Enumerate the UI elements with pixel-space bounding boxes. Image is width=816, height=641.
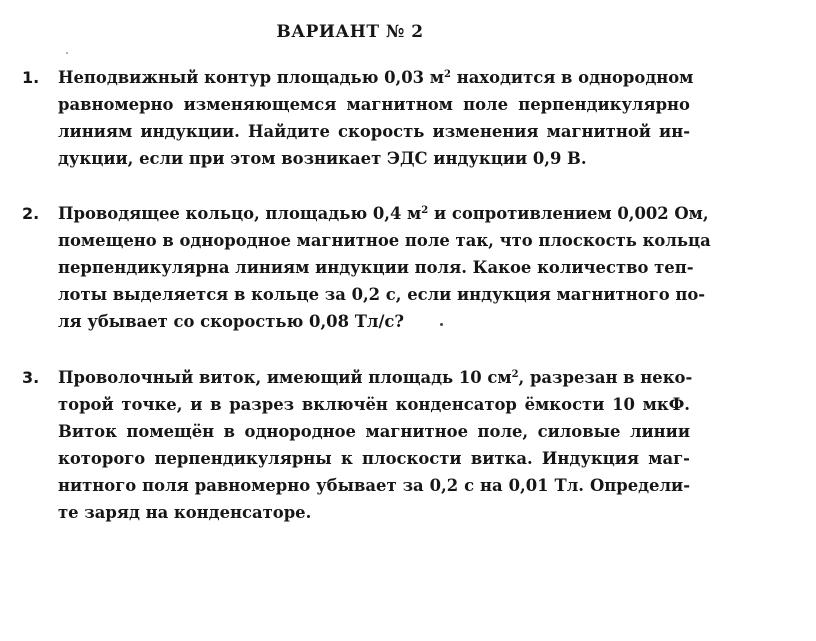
problem-text xyxy=(58,364,693,526)
text-line: перпендикулярна линиям индукции поля. Какое количество теп- xyxy=(58,258,694,277)
text-line: линиям индукции. Найдите скорость изменения магнитной ин- xyxy=(58,122,690,141)
problem-number: 1. xyxy=(22,68,40,87)
text-line: которого перпендикулярны к плоскости витка. Индукция маг- xyxy=(58,449,690,468)
variant-title: ВАРИАНТ № 2 xyxy=(276,22,424,42)
text-line: Проводящее кольцо, площадью 0,4 $м^2$ и сопротивлением 0,002 Ом, xyxy=(58,204,709,223)
problem-text xyxy=(58,200,711,335)
scan-speck xyxy=(66,52,68,54)
text-line: дукции, если при этом возникает ЭДС индукции 0,9 В. xyxy=(58,149,587,168)
text-line: ля убывает со скоростью 0,08 Тл/с? xyxy=(58,312,405,331)
text-line: помещено в однородное магнитное поле так, что плоскость кольца xyxy=(58,231,711,250)
problem-3 xyxy=(22,364,693,526)
text-line: нитного поля равномерно убывает за 0,2 с на 0,01 Тл. Определи- xyxy=(58,476,690,495)
text-line: Неподвижный контур площадью 0,03 $м^2$ находится в однородном xyxy=(58,68,694,87)
problem-1 xyxy=(22,64,694,172)
text-line: равномерно изменяющемся магнитном поле перпендикулярно xyxy=(58,95,690,114)
text-line: те заряд на конденсаторе. xyxy=(58,503,312,522)
text-line: лоты выделяется в кольце за 0,2 с, если индукция магнитного по- xyxy=(58,285,706,304)
problem-number: 2. xyxy=(22,204,40,223)
problem-text xyxy=(58,64,694,172)
text-line: торой точке, и в разрез включён конденсатор ёмкости 10 мкФ. xyxy=(58,395,690,414)
problem-2 xyxy=(22,200,711,335)
scan-speck xyxy=(440,323,443,326)
problem-number: 3. xyxy=(22,368,40,387)
text-line: Виток помещён в однородное магнитное поле, силовые линии xyxy=(58,422,690,441)
text-line: Проволочный виток, имеющий площадь 10 $см^2$, разрезан в неко- xyxy=(58,368,693,387)
